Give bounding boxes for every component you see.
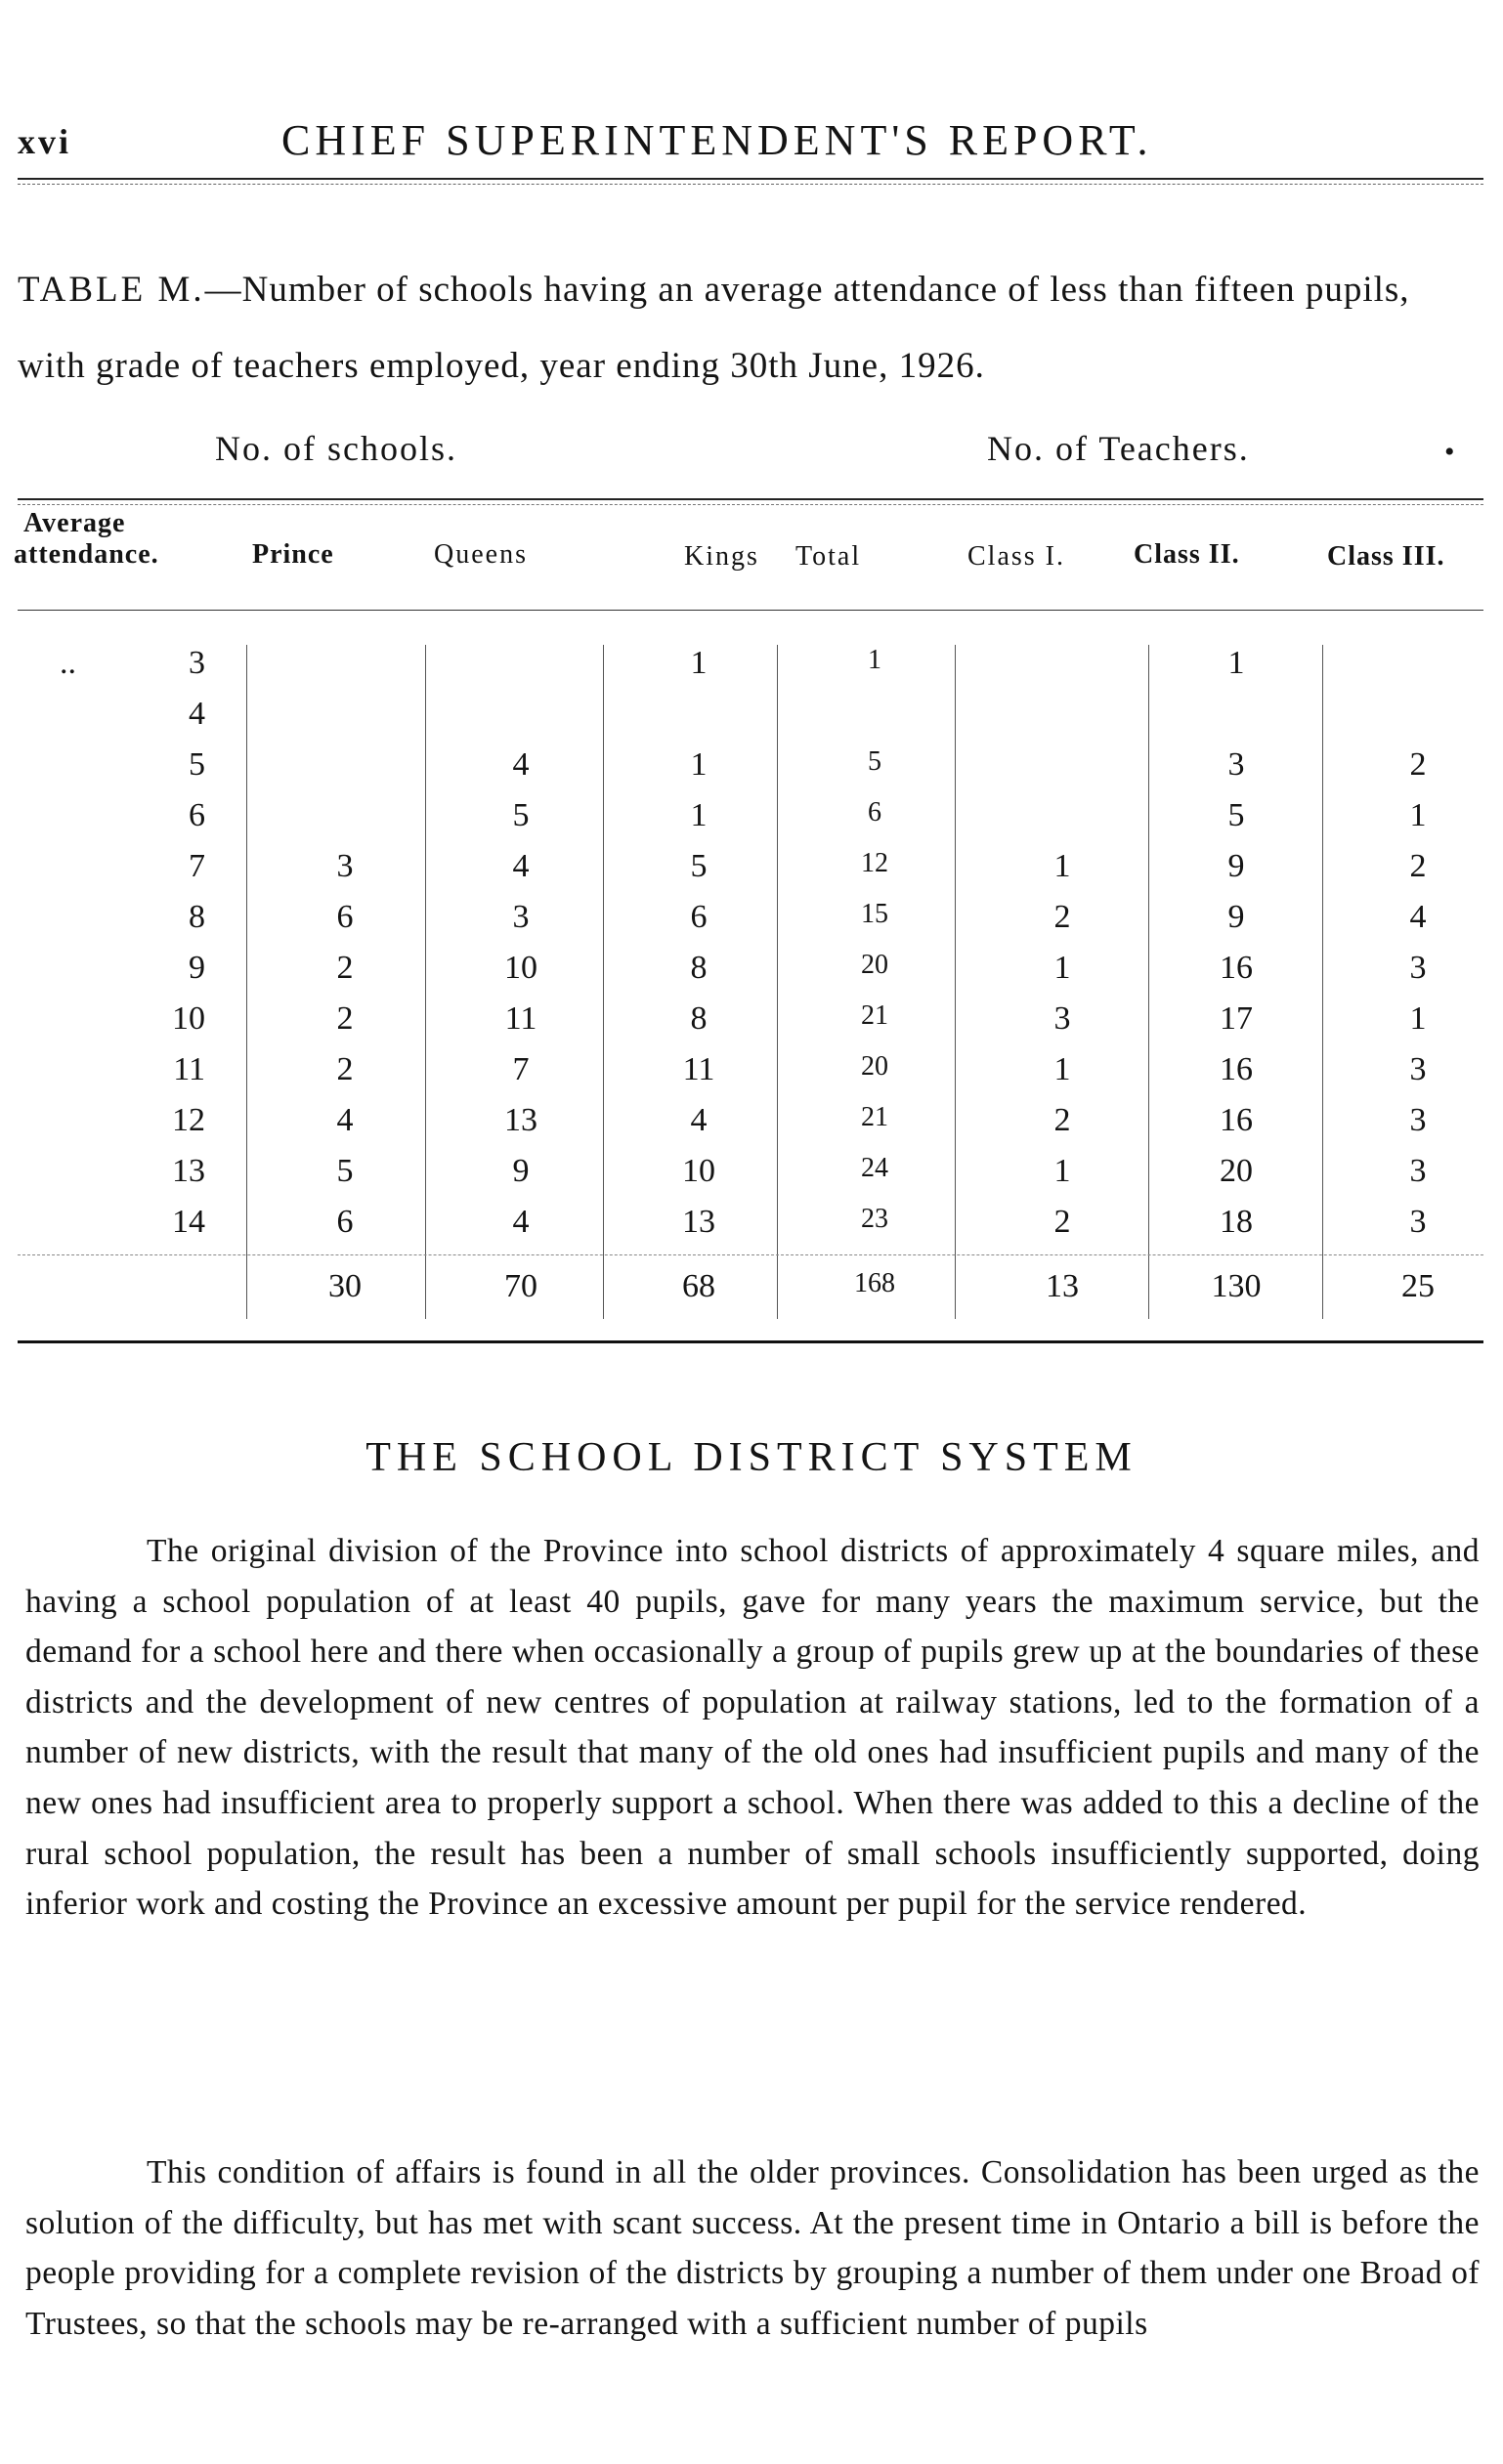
cell-total: 20	[861, 950, 888, 980]
cell-total: 21	[861, 1000, 888, 1031]
col-head-class-1: Class I.	[967, 541, 1065, 572]
cell-total: 23	[861, 1204, 888, 1234]
total-kings: 68	[682, 1268, 715, 1304]
cell-c2: 16	[1220, 1102, 1253, 1138]
cell-c2: 17	[1220, 1000, 1253, 1037]
paragraph-2	[25, 2147, 1480, 2349]
col-head-kings: Kings	[684, 541, 759, 572]
total-queens: 70	[504, 1268, 537, 1304]
cell-c3: 2	[1409, 848, 1427, 884]
header-rule-thin	[18, 184, 1483, 185]
col-head-class-3: Class III.	[1327, 541, 1445, 572]
cell-total: 5	[868, 746, 881, 777]
cell-c3: 3	[1409, 1051, 1427, 1087]
col-divider	[777, 645, 778, 1319]
cell-queens: 3	[512, 899, 530, 935]
row-attendance: 12	[172, 1102, 205, 1138]
cell-prince: 6	[336, 1204, 354, 1240]
row-attendance: 6	[189, 797, 205, 833]
cell-c3: 3	[1409, 950, 1427, 986]
cell-c3: 2	[1409, 746, 1427, 783]
cell-c3: 3	[1409, 1204, 1427, 1240]
total-prince: 30	[328, 1268, 362, 1304]
cell-c1: 1	[1053, 950, 1071, 986]
row-attendance: 3	[189, 645, 205, 681]
cell-prince: 5	[336, 1153, 354, 1189]
row-attendance: 13	[172, 1153, 205, 1189]
cell-queens: 13	[504, 1102, 537, 1138]
cell-kings: 10	[682, 1153, 715, 1189]
cell-c2: 9	[1227, 899, 1245, 935]
cell-kings: 8	[690, 950, 708, 986]
cell-kings: 13	[682, 1204, 715, 1240]
page-header	[18, 115, 1483, 174]
cell-c3: 3	[1409, 1153, 1427, 1189]
row-attendance: 8	[189, 899, 205, 935]
cell-total: 15	[861, 899, 888, 929]
cell-c1: 1	[1053, 1051, 1071, 1087]
table-caption	[18, 252, 1483, 404]
col-divider	[1322, 645, 1323, 1319]
cell-queens: 4	[512, 848, 530, 884]
cell-c1: 2	[1053, 1102, 1071, 1138]
row-leader-dots: ..	[60, 645, 76, 681]
col-head-prince: Prince	[252, 539, 334, 570]
table-bottom-rule	[18, 1340, 1483, 1343]
cell-c3: 4	[1409, 899, 1427, 935]
table-head-rule	[18, 610, 1483, 611]
cell-total: 21	[861, 1102, 888, 1132]
table-caption-lead: TABLE M.	[18, 270, 205, 310]
cell-queens: 11	[504, 1000, 537, 1037]
cell-total: 12	[861, 848, 888, 878]
cell-prince: 4	[336, 1102, 354, 1138]
cell-prince: 3	[336, 848, 354, 884]
col-head-class-2: Class II.	[1134, 539, 1240, 570]
cell-prince: 6	[336, 899, 354, 935]
row-attendance: 4	[189, 696, 205, 732]
col-head-average: Average	[23, 508, 126, 538]
cell-prince: 2	[336, 1051, 354, 1087]
col-divider	[246, 645, 247, 1319]
total-total: 168	[854, 1268, 895, 1298]
cell-kings: 1	[690, 797, 708, 833]
cell-c1: 1	[1053, 848, 1071, 884]
cell-kings: 1	[690, 746, 708, 783]
cell-c2: 18	[1220, 1204, 1253, 1240]
cell-kings: 1	[690, 645, 708, 681]
running-head: CHIEF SUPERINTENDENT'S REPORT.	[281, 116, 1153, 164]
col-divider	[603, 645, 604, 1319]
cell-c3: 1	[1409, 1000, 1427, 1037]
page-number: xvi	[18, 122, 72, 161]
cell-c2: 5	[1227, 797, 1245, 833]
paragraph-1-text: The original division of the Province into school districts of approximately 4 square miles, and having a school population of at least 40 pupils, gave for many years the maximum service, but the demand for a school here and there when occasionally a group of pupils grew up at the boundaries of these districts and the development of new centres of population at railway stations, led to the formation of a number of new districts, with the result that many of the old ones had insufficient pupils and many of the new ones had insufficient area to properly support a school. When there was added to this a decline of the rural school population, the result has been a number of small schools insufficiently supported, doing inferior work and costing the Province an excessive amount per pupil for the service rendered.	[25, 1533, 1480, 1923]
cell-prince: 2	[336, 950, 354, 986]
bullet-mark: •	[1444, 436, 1457, 468]
cell-queens: 5	[512, 797, 530, 833]
cell-queens: 9	[512, 1153, 530, 1189]
row-attendance: 10	[172, 1000, 205, 1037]
cell-queens: 4	[512, 1204, 530, 1240]
cell-queens: 10	[504, 950, 537, 986]
cell-total: 24	[861, 1153, 888, 1183]
paragraph-2-text: This condition of affairs is found in all the older provinces. Consolidation has been urged as the solution of the difficulty, but has met with scant success. At the present time in Ontario a bill is before the people providing for a complete revision of the districts by grouping a number of them under one Broad of Trustees, so that the schools may be re-arranged with a sufficient number of pupils	[25, 2154, 1480, 2342]
cell-c1: 1	[1053, 1153, 1071, 1189]
cell-c2: 3	[1227, 746, 1245, 783]
row-attendance: 7	[189, 848, 205, 884]
col-divider	[1148, 645, 1149, 1319]
col-head-queens: Queens	[434, 539, 528, 570]
cell-c3: 1	[1409, 797, 1427, 833]
total-c2: 130	[1211, 1268, 1262, 1304]
cell-c1: 3	[1053, 1000, 1071, 1037]
cell-kings: 5	[690, 848, 708, 884]
cell-total: 20	[861, 1051, 888, 1082]
table-caption-text: —Number of schools having an average attendance of less than fifteen pupils, with grade of teachers employed, year ending 30th June, 1926.	[18, 270, 1410, 386]
table-totals-rule	[18, 1254, 1483, 1255]
cell-c1: 2	[1053, 1204, 1071, 1240]
header-rule	[18, 178, 1483, 180]
paragraph-1	[25, 1526, 1480, 1930]
row-attendance: 9	[189, 950, 205, 986]
cell-c2: 16	[1220, 1051, 1253, 1087]
table-top-rule	[18, 498, 1483, 500]
cell-total: 1	[868, 645, 881, 675]
table-group-headings	[0, 428, 1503, 477]
group-heading-schools: No. of schools.	[215, 429, 457, 468]
total-c1: 13	[1046, 1268, 1079, 1304]
cell-c3: 3	[1409, 1102, 1427, 1138]
cell-queens: 7	[512, 1051, 530, 1087]
row-attendance: 11	[173, 1051, 205, 1087]
cell-prince: 2	[336, 1000, 354, 1037]
cell-c2: 1	[1227, 645, 1245, 681]
col-divider	[425, 645, 426, 1319]
cell-total: 6	[868, 797, 881, 828]
cell-kings: 8	[690, 1000, 708, 1037]
group-heading-teachers: No. of Teachers.	[987, 429, 1250, 468]
cell-c2: 16	[1220, 950, 1253, 986]
cell-c2: 9	[1227, 848, 1245, 884]
cell-kings: 4	[690, 1102, 708, 1138]
cell-kings: 11	[682, 1051, 715, 1087]
col-head-total: Total	[795, 541, 862, 572]
total-c3: 25	[1401, 1268, 1435, 1304]
cell-c1: 2	[1053, 899, 1071, 935]
cell-kings: 6	[690, 899, 708, 935]
row-attendance: 14	[172, 1204, 205, 1240]
col-head-attendance: attendance.	[14, 539, 159, 570]
cell-queens: 4	[512, 746, 530, 783]
section-title: THE SCHOOL DISTRICT SYSTEM	[365, 1435, 1138, 1480]
row-attendance: 5	[189, 746, 205, 783]
cell-c2: 20	[1220, 1153, 1253, 1189]
col-divider	[955, 645, 956, 1319]
table-top-rule-thin	[18, 504, 1483, 505]
